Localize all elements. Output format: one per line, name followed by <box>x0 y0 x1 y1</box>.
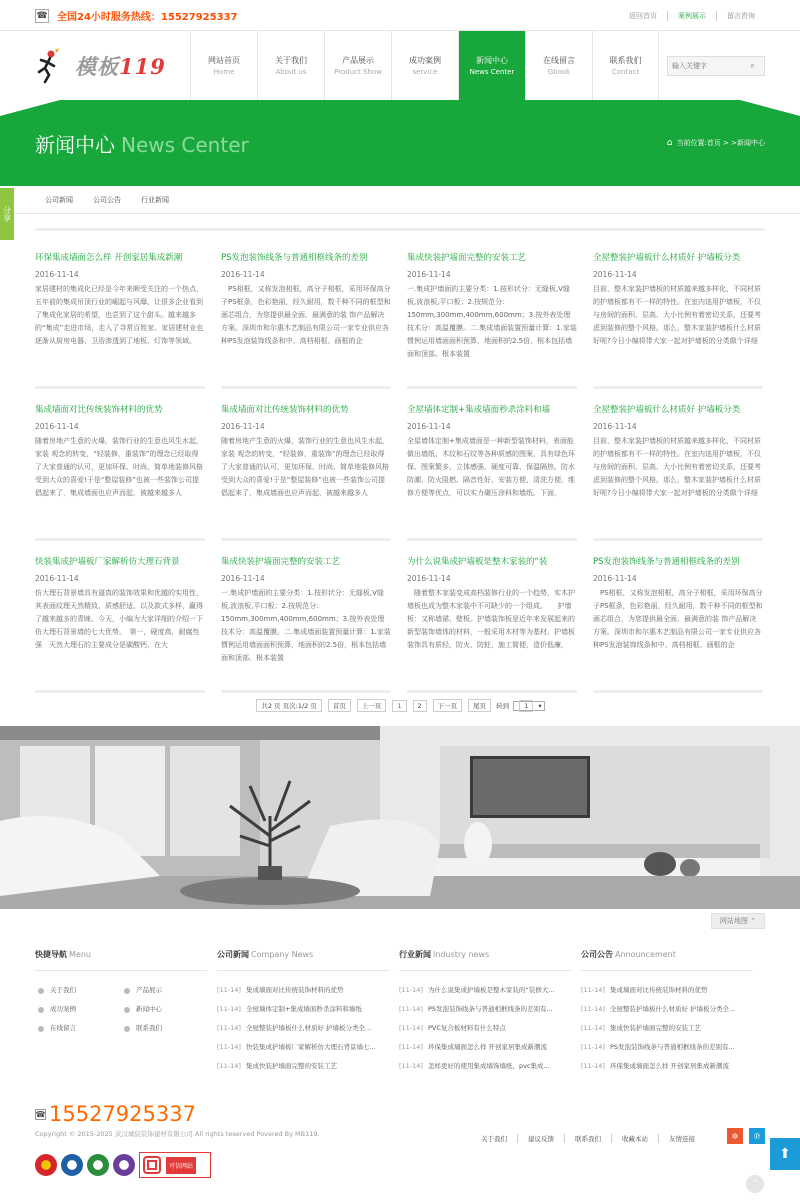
news-summary: 目前，整木家装护墙板的材质越来越多样化，不同材质的护墙板都有不一样的特性。在室内选用护墙板，不仅与房间的面积、层高、大小比例有着密切关系，还要考虑到装修的整个风格。那么，整木家装护墙板什么材质好呢?今日小编将带大家一起对护墙板的分类做个详细 <box>593 285 761 345</box>
list-item[interactable]: [11-14] 全屋整装护墙板什么材质好 护墙板分类全... <box>217 1024 372 1032</box>
security-badge-icon[interactable] <box>61 1154 83 1176</box>
footer-heading: 快捷导航 Menu <box>35 949 207 971</box>
news-summary: PS相框，又称发泡相框，高分子相框，采用环保高分子PS框条，色彩艳丽，经久耐用，数千种不同的框型和画芯组合，为您提供最全面、最满意的装 饰产品解决方案。深圳市和尔惠木艺制品有限公司一家专业供应各种PS发泡装饰线条和中、高档相框、画框的企 <box>593 589 763 649</box>
footer-link-about-us[interactable]: 关于我们 <box>481 1135 507 1143</box>
social-icons <box>721 1128 765 1144</box>
main-nav <box>190 31 659 100</box>
news-date: 2016-11-14 <box>407 574 451 583</box>
list-item[interactable]: [11-14] PVC复合板材料有什么特点 <box>399 1024 506 1032</box>
news-card <box>221 403 391 541</box>
search-box <box>667 56 765 76</box>
list-item[interactable]: [11-14] 集成墙面对比传统装饰材料的优势 <box>217 986 344 994</box>
news-summary: 随着房地产生意的火爆，装饰行业的生意也风生水起，家装 观念的转变，“轻装修，重装饰”的理念已经取得了大家普通的认可，更加环保、时尚、简单地装修风格受到大众的喜爱!于是“整屋装修”也被一些装饰公司提倡起来了，集成墙面也应声而起，被越来越多人 <box>35 437 203 497</box>
weibo-icon[interactable]: ✲ <box>727 1128 743 1144</box>
nav-sublabel: Product Show <box>334 68 382 76</box>
news-summary: 一.集成护墙面的主要分类：1.按形状分：无缝板,V缝板,波浪板,平口板；2.按规范分：150mm,300mm,400mm,600mm；3.按外表处理技术分：高温覆膜。二.集成墙面装置预量计算：1.家装惯例运用墙面面积预算，地面积的2.5倍，根本包括墙面和顶部。根本装置 <box>221 589 391 662</box>
nav-label: 关于我们 <box>275 56 307 65</box>
credit-badge-icon[interactable] <box>87 1154 109 1176</box>
news-card <box>593 555 763 693</box>
list-item[interactable]: [11-14] 环保集成墙面怎么样 开创家居集成新潮流 <box>581 1062 730 1070</box>
news-date: 2016-11-14 <box>221 422 265 431</box>
news-summary: 随着房地产生意的火爆，装饰行业的生意也风生水起，家装 观念的转变，“轻装修，重装饰”的理念已经取得了大家普通的认可，更加环保、时尚、简单地装修风格受到大众的喜爱!于是“整屋装修”也被一些装饰公司提倡起来了，集成墙面也应声而起，被越来越多人 <box>221 437 389 497</box>
news-date: 2016-11-14 <box>221 574 265 583</box>
page-banner <box>0 100 800 186</box>
first-page-button[interactable]: 首页 <box>328 699 351 712</box>
news-date: 2016-11-14 <box>35 422 79 431</box>
phone-icon: ☎ <box>36 10 48 21</box>
footer-link-contact[interactable]: 联系我们 <box>121 1019 207 1038</box>
trusted-site-icon <box>142 1155 162 1175</box>
nav-sublabel: About us <box>275 68 307 76</box>
news-date: 2016-11-14 <box>593 270 637 279</box>
news-title[interactable]: 快装集成护墙板厂家解析仿大理石背景 <box>35 557 180 567</box>
logo[interactable] <box>35 48 185 84</box>
page-1-link[interactable]: 1 <box>392 700 406 712</box>
page-title-en: News Center <box>121 132 249 157</box>
search-input[interactable] <box>672 62 750 70</box>
pagination <box>35 699 765 712</box>
trust-badges <box>35 1152 765 1178</box>
news-date: 2016-11-14 <box>407 270 451 279</box>
news-title[interactable]: 集成快装护墙面完整的安装工艺 <box>221 557 341 567</box>
subnav-company-news[interactable]: 公司新闻 <box>45 196 73 204</box>
news-title[interactable]: 集成快装护墙面完整的安装工艺 <box>407 253 527 263</box>
logo-text: 模板119 <box>75 53 166 79</box>
news-grid <box>35 251 765 693</box>
subnav-announcements[interactable]: 公司公告 <box>93 196 121 204</box>
news-card <box>35 251 205 389</box>
living-room-image <box>0 726 800 909</box>
nav-label: 产品展示 <box>342 56 374 65</box>
news-title[interactable]: 为什么说集成护墙板是整木家装的“装 <box>407 557 548 567</box>
bullet-icon <box>38 988 44 994</box>
nav-label: 新闻中心 <box>476 56 508 65</box>
nav-home[interactable] <box>190 31 257 100</box>
copyright: Copyright © 2015-2025 武汉城宸装饰建材有限公司 All rights teserved Povered By MB119. <box>35 1130 320 1138</box>
news-card <box>407 403 577 541</box>
nav-sublabel: Contact <box>611 68 640 76</box>
news-card <box>221 251 391 389</box>
verified-badge-icon[interactable] <box>113 1154 135 1176</box>
page-select[interactable]: 1 ▾ <box>513 701 544 711</box>
bullet-icon <box>38 1007 44 1013</box>
nav-about[interactable] <box>257 31 324 100</box>
news-title[interactable]: 全屋整装护墙板什么材质好 护墙板分类 <box>593 405 741 415</box>
news-title[interactable]: PS发泡装饰线条与普通相框线条的差别 <box>221 253 368 263</box>
nav-contact[interactable] <box>592 31 659 100</box>
list-item[interactable]: [11-14] 怎样更好的使用集成墙饰墙纸、pvc集成... <box>399 1062 550 1070</box>
share-tab[interactable]: 分享 <box>0 188 14 240</box>
page-2-link[interactable]: 2 <box>413 700 427 712</box>
page-info: 共2 页 页次:1/2 页 <box>256 699 322 712</box>
bullet-icon <box>124 1026 130 1032</box>
footer-links <box>471 1134 705 1143</box>
hotline <box>35 8 237 23</box>
breadcrumb-text[interactable]: 当前位置:首页 > >新闻中心 <box>676 139 765 147</box>
footer-link-bookmark[interactable]: 收藏本站 <box>611 1134 658 1143</box>
page-select-value: 1 <box>519 700 533 712</box>
header <box>0 31 800 100</box>
page-title: 新闻中心 News Center <box>35 132 249 157</box>
nav-label: 联系我们 <box>609 56 642 65</box>
nav-sublabel: Home <box>213 68 235 76</box>
list-item[interactable]: [11-14] 集成墙面对比传统装饰材料的优势 <box>581 986 708 994</box>
footer-link-gbook[interactable]: 在线留言 <box>35 1019 121 1038</box>
next-page-button[interactable]: 下一页 <box>433 699 463 712</box>
hotline-text: 全国24小时服务热线：15527925337 <box>57 12 238 23</box>
news-card <box>35 555 205 693</box>
goto-label: 转到 <box>496 702 510 710</box>
scroll-up-icon[interactable]: ⌃ <box>746 1175 764 1193</box>
sub-nav <box>0 186 800 214</box>
footer-announcements <box>581 949 763 1076</box>
news-date: 2016-11-14 <box>35 574 79 583</box>
news-summary: 一.集成护墙面的主要分类：1.按形状分：无缝板,V缝板,波浪板,平口板；2.按规范分：150mm,300mm,400mm,600mm；3.按外表处理技术分：高温覆膜。二.集成墙面装置预量计算：1.家装惯例运用墙面面积预算，地面积的2.5倍，根本包括墙面和顶部。根本装置 <box>407 285 577 358</box>
interior-photo <box>0 726 800 909</box>
phone-icon: ☎ <box>35 1109 46 1119</box>
prev-page-button[interactable]: 上一页 <box>357 699 387 712</box>
footer-link-contact-us[interactable]: 联系我们 <box>564 1134 611 1143</box>
news-summary: 家居建材的集成化已经是今年来颇受关注的一个热点，五年前的集成吊顶行业的崛起与风靡，让很多企业看到了集成化家居的希望，也尝到了这个甜头。越来越多的“集成”走进市场，走入了寻常百姓家。家居建材业也逐渐从厨房电器、卫浴渗透到了地板、灯饰等领域。 <box>35 285 204 345</box>
nav-products[interactable] <box>324 31 391 100</box>
footer-heading: 行业新闻 Industry news <box>399 949 571 971</box>
top-links <box>619 11 765 21</box>
nav-sublabel: Gbook <box>547 68 571 76</box>
news-date: 2016-11-14 <box>593 574 637 583</box>
bullet-icon <box>124 988 130 994</box>
divider <box>35 228 765 231</box>
nav-label: 在线留言 <box>543 56 575 65</box>
news-title[interactable]: 集成墙面对比传统装饰材料的优势 <box>35 405 163 415</box>
sitemap-button[interactable]: 网站地图 ⌃ <box>711 913 765 929</box>
nav-cases[interactable] <box>391 31 458 100</box>
bullet-icon <box>38 1026 44 1032</box>
news-card <box>407 251 577 389</box>
news-title[interactable]: 全屋墙体定制+集成墙面秒杀涂料和墙 <box>407 405 551 415</box>
footer-link-news[interactable]: 新闻中心 <box>121 1000 207 1019</box>
news-date: 2016-11-14 <box>407 422 451 431</box>
footer-heading: 公司公告 Announcement <box>581 949 753 971</box>
top-link-message[interactable]: 留言咨询 <box>716 11 765 21</box>
footer-phone-number: 15527925337 <box>49 1102 196 1126</box>
news-card <box>407 555 577 693</box>
list-item[interactable]: [11-14] 环保集成墙面怎么样 开创家居集成新潮流 <box>399 1043 548 1051</box>
top-link-cases[interactable]: 案例展示 <box>667 11 716 21</box>
trusted-site-badge[interactable] <box>139 1152 211 1178</box>
footer-link-products[interactable]: 产品展示 <box>121 981 207 1000</box>
list-item[interactable]: [11-14] PS发泡装饰线条与普通相框线条的差别有... <box>581 1043 735 1051</box>
list-item[interactable]: [11-14] 集成快装护墙面完整的安装工艺 <box>217 1062 337 1070</box>
news-summary: 仿大理石背景墙具有逼真的装饰效果和优越的实用性，其表面纹理天然精致、质感舒适，以及款式多样，赢得了越来越多的青睐。今天，小编为大家详细的介绍一下仿大理石背景墙的七大优势。 第一，硬度高，耐腐性强 天然大理石的主要成分是碳酸钙，在大 <box>35 589 203 649</box>
news-title[interactable]: 环保集成墙面怎么样 开创家居集成新潮 <box>35 253 183 263</box>
police-badge-icon[interactable] <box>35 1154 57 1176</box>
search-icon[interactable]: ⌕ <box>750 60 756 71</box>
bullet-icon <box>124 1007 130 1013</box>
news-summary: 全屋墙体定制+集成墙面是一种新型装饰材料，表面能做出墙纸、木纹和石纹等各种质感的图案，具有绿色环保、图案繁多、立体感强、硬度可靠、保温隔热、防水防潮、防火阻燃、隔音性好、安装方便、清洗方便、维修方便等优点，可以实力碾压涂料和墙纸。下面， <box>407 437 575 497</box>
nav-label: 成功案例 <box>409 56 441 65</box>
nav-sublabel: News Center <box>469 68 515 76</box>
footer-quick-nav <box>35 949 217 1076</box>
news-title[interactable]: PS发泡装饰线条与普通相框线条的差别 <box>593 557 740 567</box>
list-item[interactable]: [11-14] PS发泡装饰线条与普通相框线条的差别有... <box>399 1005 553 1013</box>
footer-company-news <box>217 949 399 1076</box>
list-item[interactable]: [11-14] 全屋墙体定制+集成墙面秒杀涂料和墙纸 <box>217 1005 362 1013</box>
news-card <box>35 403 205 541</box>
list-item[interactable]: [11-14] 全屋整装护墙板什么材质好 护墙板分类全... <box>581 1005 736 1013</box>
footer-heading: 公司新闻 Company News <box>217 949 389 971</box>
news-title[interactable]: 集成墙面对比传统装饰材料的优势 <box>221 405 349 415</box>
breadcrumb <box>667 138 765 148</box>
trusted-site-label: 可信网站 <box>166 1157 196 1174</box>
news-summary: 随着整木家装变成高档装修行业的一个趋势，实木护墙板也成为整木家装中不可缺少的一个组成。 护墙板：又称墙裙、壁板。护墙装饰板是近年来发展起来的新型装饰墙体的材料，一般采用木材等为基材。护墙板装饰具有质轻，防火、防蛀，施工简便，造价低廉， <box>407 589 575 649</box>
footer-phone <box>35 1102 765 1126</box>
news-date: 2016-11-14 <box>593 422 637 431</box>
footer-link-friend-links[interactable]: 友情连接 <box>658 1134 705 1143</box>
back-to-top-button[interactable] <box>770 1138 800 1170</box>
nav-gbook[interactable] <box>525 31 592 100</box>
footer-link-cases[interactable]: 成功案例 <box>35 1000 121 1019</box>
footer <box>35 909 765 1202</box>
footer-link-about[interactable]: 关于我们 <box>35 981 121 1000</box>
logo-runner-icon <box>35 48 61 84</box>
news-date: 2016-11-14 <box>221 270 265 279</box>
news-date: 2016-11-14 <box>35 270 79 279</box>
last-page-button[interactable]: 尾页 <box>468 699 491 712</box>
footer-industry-news <box>399 949 581 1076</box>
nav-news[interactable] <box>458 31 525 100</box>
home-icon: ⌂ <box>666 138 673 148</box>
news-card <box>221 555 391 693</box>
tencent-icon[interactable]: ℗ <box>749 1128 765 1144</box>
news-card <box>593 403 763 541</box>
list-item[interactable]: [11-14] 集成快装护墙面完整的安装工艺 <box>581 1024 701 1032</box>
news-summary: 目前，整木家装护墙板的材质越来越多样化，不同材质的护墙板都有不一样的特性。在室内选用护墙板，不仅与房间的面积、层高、大小比例有着密切关系，还要考虑到装修的整个风格。那么，整木家装护墙板什么材质好呢?今日小编将带大家一起对护墙板的分类做个详细 <box>593 437 761 497</box>
top-link-home[interactable]: 返回首页 <box>629 11 657 20</box>
news-card <box>593 251 763 389</box>
list-item[interactable]: [11-14] 快装集成护墙板厂家解析仿大理石背景墙七... <box>217 1043 376 1051</box>
list-item[interactable]: [11-14] 为什么说集成护墙板是整木家装的“装修大... <box>399 986 555 994</box>
subnav-industry-news[interactable]: 行业新闻 <box>141 196 169 204</box>
news-title[interactable]: 全屋整装护墙板什么材质好 护墙板分类 <box>593 253 741 263</box>
nav-sublabel: service <box>412 68 438 76</box>
news-summary: PS相框，又称发泡相框，高分子相框，采用环保高分子PS框条，色彩艳丽，经久耐用，数千种不同的框型和画芯组合，为您提供最全面、最满意的装 饰产品解决方案。深圳市和尔惠木艺制品有限公司一家专业供应各种PS发泡装饰线条和中、高档相框、画框的企 <box>221 285 391 345</box>
arrow-up-icon: ⬆ <box>779 1146 791 1162</box>
top-bar <box>0 0 800 31</box>
nav-label: 网站首页 <box>208 56 240 65</box>
footer-link-feedback[interactable]: 建议反馈 <box>517 1134 564 1143</box>
